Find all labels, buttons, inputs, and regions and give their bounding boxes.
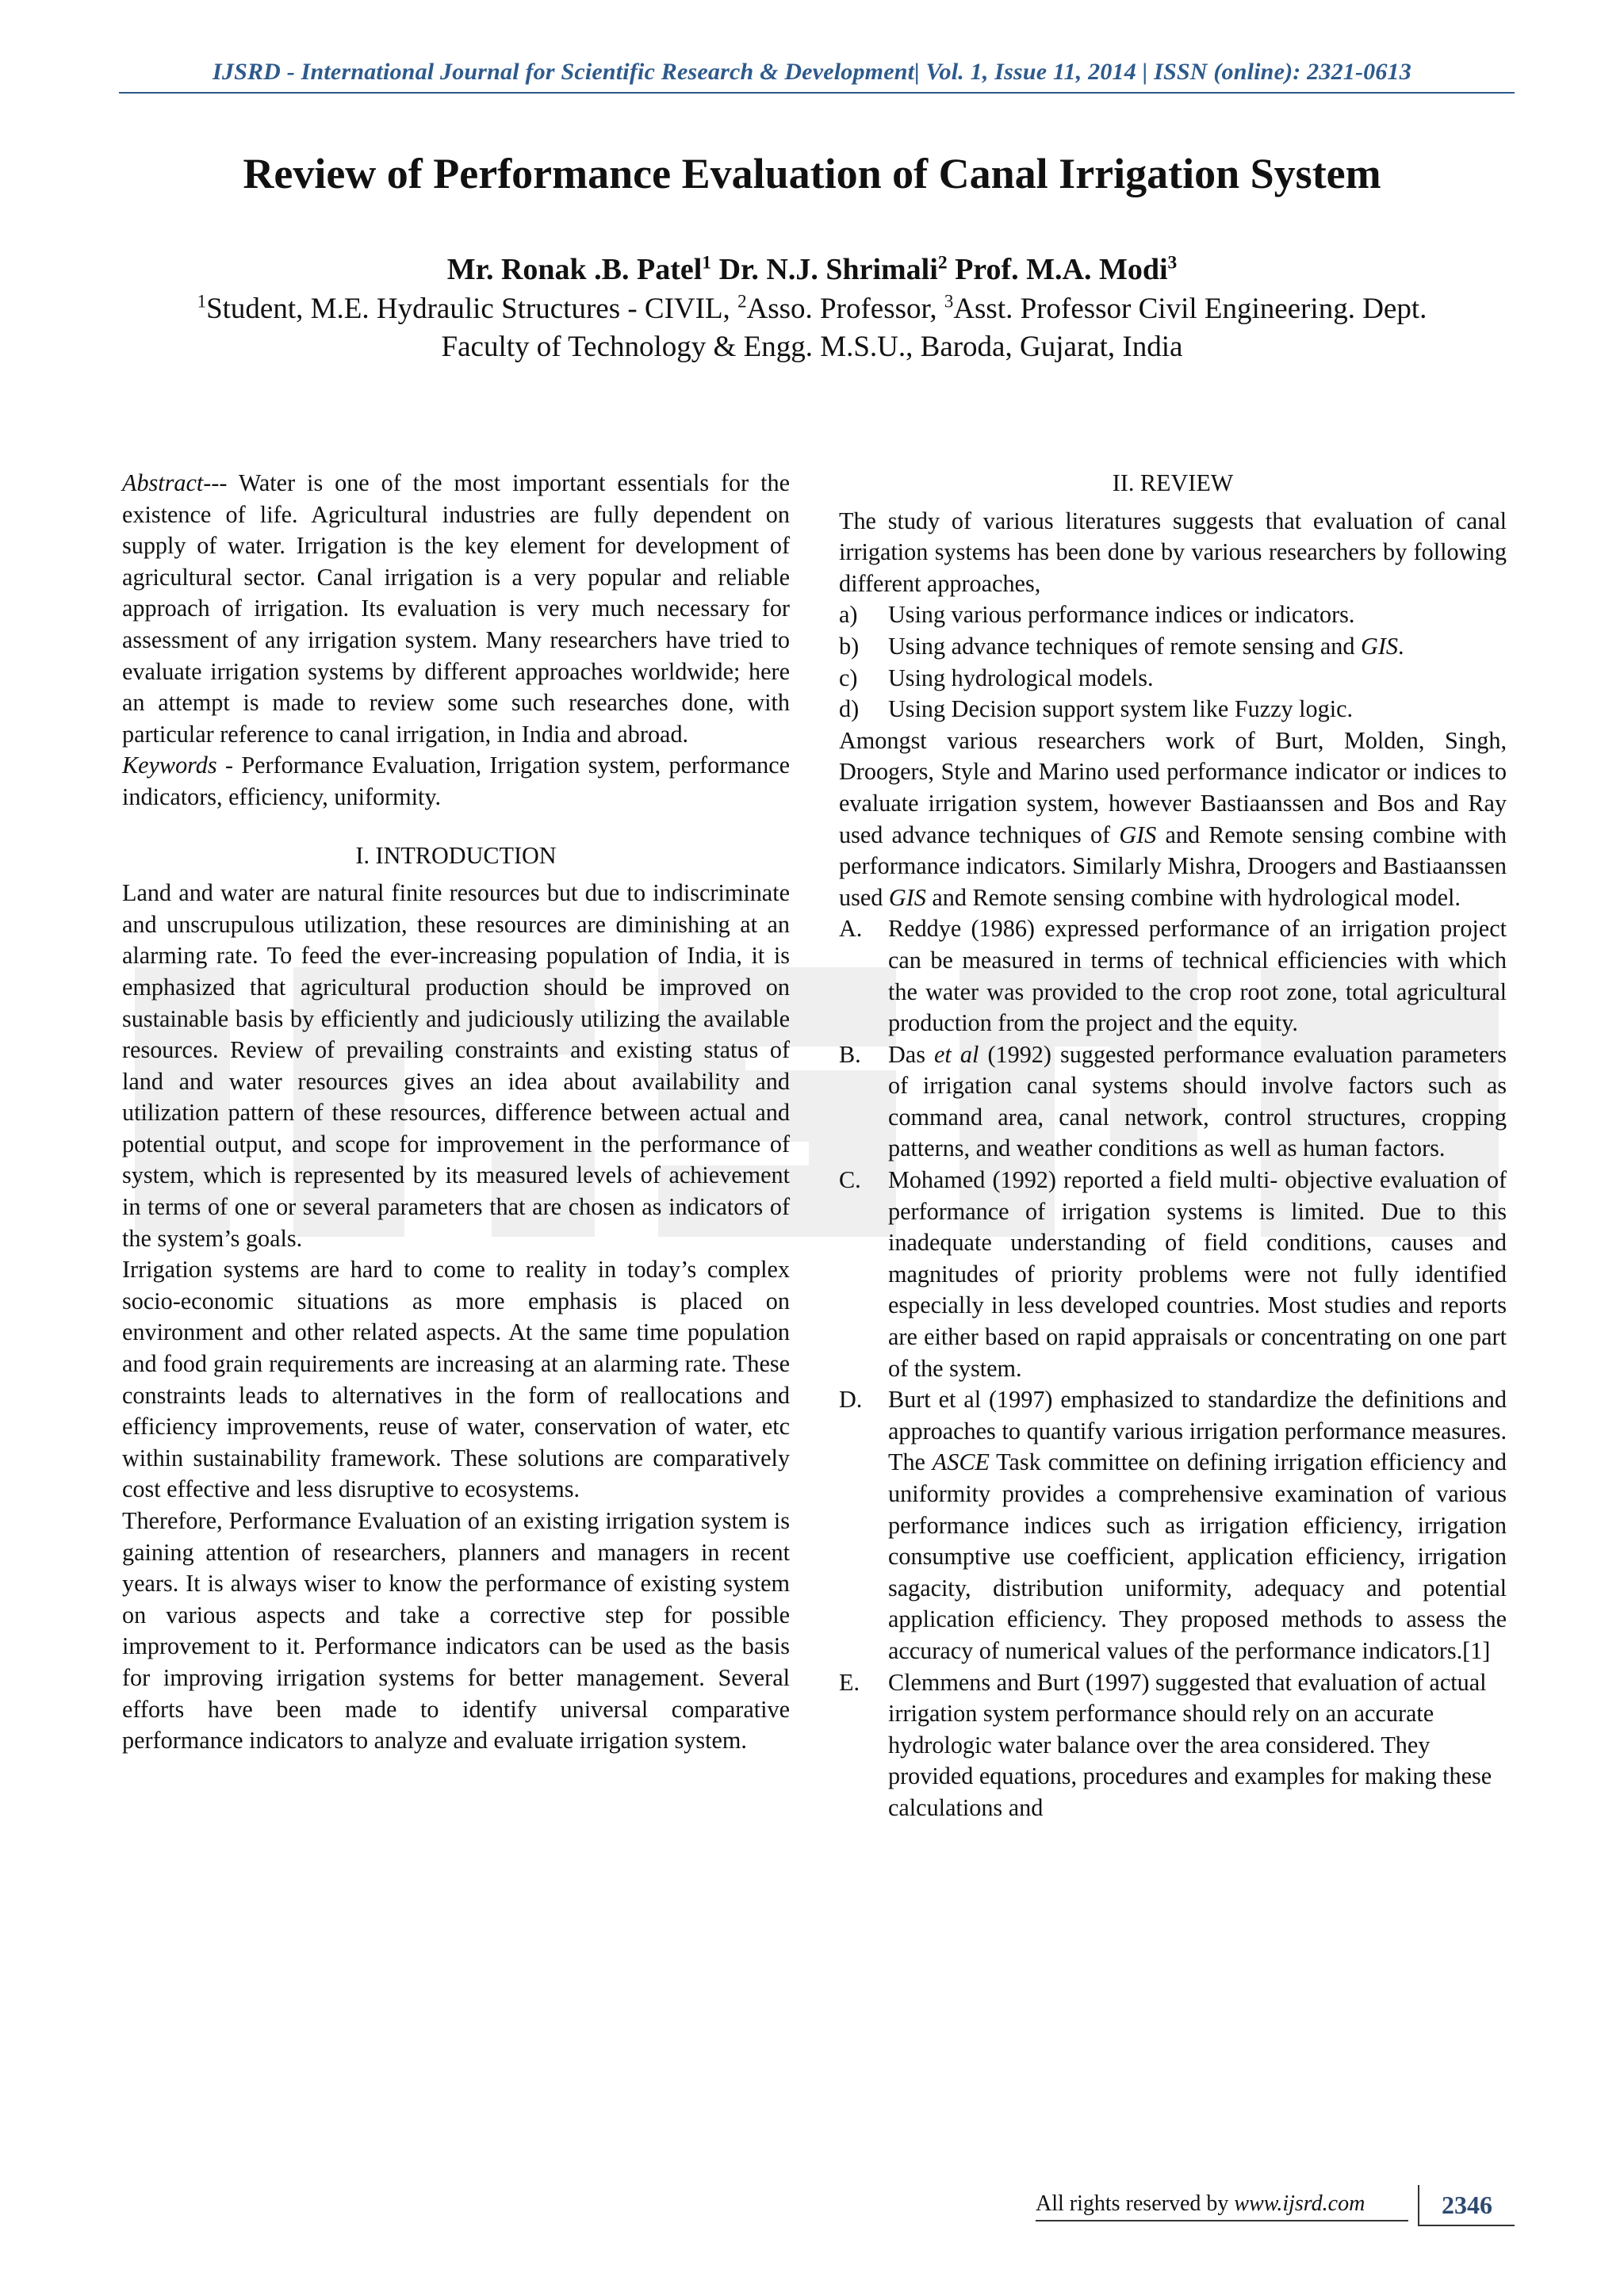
review-item-d bbox=[839, 1384, 1507, 1667]
review-item-marker: A. bbox=[839, 915, 863, 943]
list-text: Using hydrological models. bbox=[888, 664, 1154, 691]
list-text: Using various performance indices or indicators. bbox=[888, 601, 1355, 629]
list-marker: c) bbox=[839, 664, 858, 691]
review-item-c bbox=[839, 1165, 1507, 1384]
affil-sup-1: 1 bbox=[197, 291, 207, 312]
intro-paragraph-3: Therefore, Performance Evaluation of an existing irrigation system is gaining attention of researchers, planners and managers in recent years. It is always wiser to know the performance of existing system on various aspects and take a corrective step for possible improvement to it. Performance indicators can be used as the basis for improving irrigation systems for better management. Several efforts have been made to identify universal comparative performance indicators to analyze and evaluate irrigation system. bbox=[122, 1507, 790, 1755]
list-marker: b) bbox=[839, 632, 860, 660]
review-item-marker: C. bbox=[839, 1166, 861, 1194]
affil-sup-3: 3 bbox=[944, 291, 954, 312]
keywords-label: Keywords bbox=[122, 752, 217, 779]
review-p2-gis-2: GIS bbox=[888, 883, 926, 911]
review-list bbox=[839, 913, 1507, 1823]
paper-title: Review of Performance Evaluation of Canal Irrigation System bbox=[243, 150, 1381, 197]
review-p2-part-a: Amongst various researchers work of Burt, Molden, Singh, Droogers, Style and Marino used performance indicator or indices to evaluate irrigation system, however Bastiaanssen and Bos and Ray used advance techniques of bbox=[839, 726, 1507, 848]
review-b-part-1: Das bbox=[888, 1040, 935, 1068]
author-line bbox=[0, 252, 1624, 287]
header-rule bbox=[119, 92, 1515, 94]
review-b-italic: et al bbox=[934, 1040, 979, 1068]
section-heading-introduction: I. INTRODUCTION bbox=[355, 841, 557, 869]
journal-header: IJSRD - International Journal for Scientific Research & Development| Vol. 1, Issue 11, 2014 | ISSN (online): 2321-0613 bbox=[213, 59, 1411, 85]
intro-paragraph-2: Irrigation systems are hard to come to reality in today’s complex socio-economic situations as more emphasis is placed on environment and other related aspects. At the same time population and food grain requirements are increasing at an alarming rate. These constraints leads to alternatives in the form of reallocations and efficiency improvements, reuse of water, conservation of water, etc within sustainability framework. These solutions are comparatively cost effective and less disruptive to ecosystems. bbox=[122, 1256, 790, 1503]
review-item-text: Mohamed (1992) reported a field multi- objective evaluation of performance of irrigation systems is limited. Due to this inadequate understanding of field conditions, causes and magnitudes of priority problems were not fully identified especially in less developed countries. Most studies and reports are either based on rapid appraisals or concentrating on one part of the system. bbox=[888, 1166, 1507, 1382]
list-marker: d) bbox=[839, 695, 860, 723]
footer-rights bbox=[1036, 2191, 1365, 2217]
review-item-text bbox=[888, 1039, 1507, 1165]
author-1: Mr. Ronak .B. Patel bbox=[446, 253, 703, 286]
review-item-text bbox=[888, 1384, 1507, 1667]
review-p2-part-c: and Remote sensing combine with hydrological model. bbox=[925, 883, 1461, 911]
review-item-text: Reddye (1986) expressed performance of an irrigation project can be measured in terms of technical efficiencies with which the water was provided to the crop root zone, total agricultural production from the project and the equity. bbox=[888, 915, 1507, 1037]
page-number: 2346 bbox=[1418, 2185, 1515, 2226]
review-item-text: Clemmens and Burt (1997) suggested that evaluation of actual irrigation system performance should rely on an accurate hydrologic water balance over the area considered. They provided equations, procedures and examples for making these calculations and bbox=[888, 1668, 1492, 1821]
footer-rule bbox=[1036, 2220, 1408, 2221]
keywords-text: - Performance Evaluation, Irrigation system, performance indicators, efficiency, uniformity. bbox=[122, 752, 790, 810]
footer-url-link[interactable]: www.ijsrd.com bbox=[1234, 2191, 1365, 2216]
affil-text-2: Asso. Professor, bbox=[746, 293, 944, 325]
abstract-text: --- Water is one of the most important essentials for the existence of life. Agricultural industries are fully dependent on supply of water. Irrigation is the key element for development of agricultural sector. Canal irrigation is a very popular and reliable approach of irrigation. Its evaluation is very much necessary for assessment of any irrigation system. Many researchers have tried to evaluate irrigation systems by different approaches worldwide; here an attempt is made to review some such researches done, with particular reference to canal irrigation, in India and abroad. bbox=[122, 469, 790, 748]
author-1-sup: 1 bbox=[702, 252, 712, 274]
review-paragraph-2 bbox=[839, 725, 1507, 914]
affiliation-line-1 bbox=[0, 290, 1624, 328]
right-column bbox=[839, 468, 1507, 1824]
footer-rights-text: All rights reserved by bbox=[1036, 2191, 1235, 2216]
approach-list bbox=[839, 599, 1507, 725]
affil-text-1: Student, M.E. Hydraulic Structures - CIVIL, bbox=[206, 293, 738, 325]
intro-paragraph-1: Land and water are natural finite resources but due to indiscriminate and unscrupulous utilization, these resources are diminishing at an alarming rate. To feed the ever-increasing population of India, it is emphasized that agricultural production should be improved on sustainable basis by efficiently and judiciously utilizing the available resources. Review of prevailing constraints and existing status of land and water resources gives an idea about availability and utilization pattern of these resources, difference between actual and potential output, and scope for improvement in the performance of system, which is represented by its measured levels of achievement in terms of one or several parameters that are chosen as indicators of the system’s goals. bbox=[122, 879, 790, 1252]
review-item-marker: B. bbox=[839, 1040, 861, 1068]
list-marker: a) bbox=[839, 601, 858, 629]
abstract-label: Abstract bbox=[122, 469, 204, 496]
author-2-sup: 2 bbox=[937, 252, 948, 274]
list-item-text bbox=[888, 694, 1507, 725]
list-item-text bbox=[888, 631, 1507, 663]
review-d-italic: ASCE bbox=[932, 1448, 990, 1476]
list-text: Using Decision support system like Fuzzy logic. bbox=[888, 695, 1354, 723]
review-item-a bbox=[839, 913, 1507, 1039]
left-column bbox=[122, 468, 790, 1757]
review-paragraph-1: The study of various literatures suggests that evaluation of canal irrigation systems has been done by various researchers by following different approaches, bbox=[839, 507, 1507, 597]
abstract bbox=[122, 468, 790, 750]
review-item-marker: D. bbox=[839, 1386, 863, 1414]
review-item-b bbox=[839, 1039, 1507, 1165]
review-p2-gis-1: GIS bbox=[1119, 821, 1157, 848]
affil-sup-2: 2 bbox=[737, 291, 747, 312]
author-3: Prof. M.A. Modi bbox=[947, 253, 1168, 286]
list-item bbox=[839, 599, 1507, 631]
list-text: Using advance techniques of remote sensing and bbox=[888, 632, 1362, 660]
list-text-italic: GIS bbox=[1361, 632, 1398, 660]
review-b-part-2: (1992) suggested performance evaluation parameters of irrigation canal systems should involve factors such as command area, canal network, control structures, cropping patterns, and weather conditions as well as human factors. bbox=[888, 1040, 1507, 1162]
list-text-after: . bbox=[1397, 632, 1404, 660]
review-p2-part-b: and Remote sensing combine with performance indicators. Similarly Mishra, Droogers and Bastiaanssen used bbox=[839, 821, 1507, 911]
list-item-text bbox=[888, 663, 1507, 695]
author-3-sup: 3 bbox=[1167, 252, 1178, 274]
affil-text-3: Asst. Professor Civil Engineering. Dept. bbox=[953, 293, 1427, 325]
list-item-text bbox=[888, 599, 1507, 631]
affiliation bbox=[0, 290, 1624, 366]
list-item bbox=[839, 631, 1507, 663]
section-heading-review: II. REVIEW bbox=[1112, 469, 1234, 496]
review-d-part-2: Task committee on defining irrigation efficiency and uniformity provides a comprehensive examination of various performance indices such as irrigation efficiency, irrigation consumptive use coefficient, application efficiency, irrigation sagacity, distribution uniformity, adequacy and potential application efficiency. They proposed methods to assess the accuracy of numerical values of the performance indicators.[1] bbox=[888, 1448, 1507, 1664]
review-item-marker: E. bbox=[839, 1668, 860, 1696]
keywords bbox=[122, 750, 790, 813]
affiliation-line-2: Faculty of Technology & Engg. M.S.U., Baroda, Gujarat, India bbox=[441, 331, 1183, 363]
author-2: Dr. N.J. Shrimali bbox=[711, 253, 938, 286]
review-item-e bbox=[839, 1667, 1507, 1824]
review-d-part-1: Burt et al (1997) emphasized to standardize the definitions and approaches to quantify various irrigation performance measures. The bbox=[888, 1386, 1507, 1476]
list-item bbox=[839, 694, 1507, 725]
list-item bbox=[839, 663, 1507, 695]
